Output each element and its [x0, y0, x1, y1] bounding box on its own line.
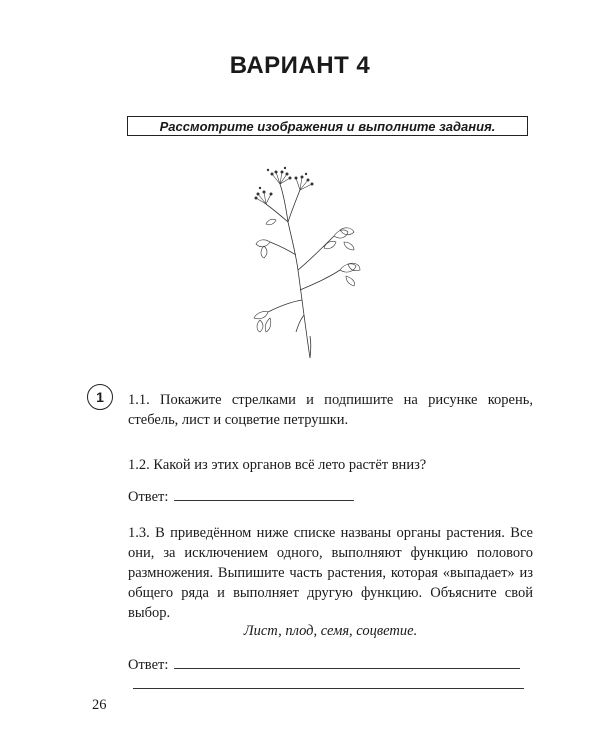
answer-row-1	[128, 486, 354, 506]
task-number: 1	[96, 389, 104, 405]
answer-blank-line[interactable]	[174, 486, 354, 501]
answer-label: Ответ:	[128, 657, 169, 673]
parsley-illustration	[240, 160, 380, 360]
organs-list: Лист, плод, семя, соцветие.	[243, 623, 418, 639]
task-number-badge	[87, 384, 113, 410]
question-1-3: 1.3. В приведённом ниже списке названы органы растения. Все они, за исключением одного, выполняют функцию полового размножения. Выпишите часть растения, которая «выпадает» из общего ряда и выполняет другую функцию. Объясните свой выбор.	[128, 525, 533, 621]
answer-continuation-line[interactable]	[133, 688, 524, 689]
page-number: 26	[92, 697, 107, 713]
instruction-text: Рассмотрите изображения и выполните задания.	[159, 118, 496, 134]
answer-row-2	[128, 654, 520, 674]
page-title: ВАРИАНТ 4	[229, 52, 371, 79]
answer-label: Ответ:	[128, 489, 169, 505]
answer-blank-line[interactable]	[174, 654, 520, 669]
question-1-2: 1.2. Какой из этих органов всё лето растёт вниз?	[128, 457, 427, 473]
instruction-box	[127, 116, 528, 136]
question-1-1: 1.1. Покажите стрелками и подпишите на рисунке корень, стебель, лист и соцветие петрушки.	[128, 392, 533, 428]
